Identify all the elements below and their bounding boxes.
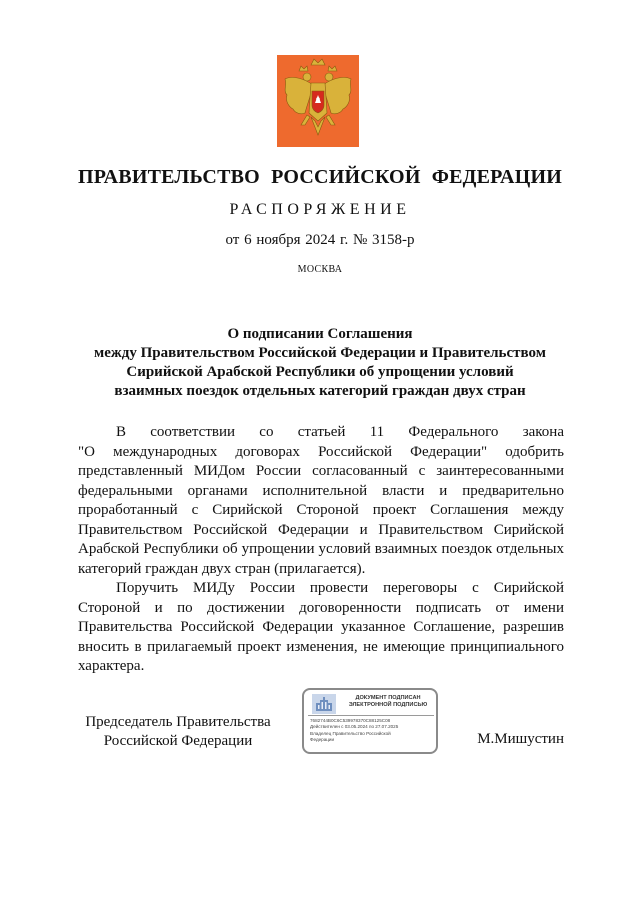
stamp-header-line: ЭЛЕКТРОННОЙ ПОДПИСЬЮ [348, 702, 428, 708]
document-heading [60, 325, 580, 401]
document-type: РАСПОРЯЖЕНИЕ [229, 201, 411, 218]
paragraph-1-line: Арабской Республики об упрощении условий взаимных поездок отдельных [78, 541, 564, 557]
paragraph-1-line: проработанный с Сирийской Стороной проект Соглашения между [78, 502, 564, 518]
signer-position-line: Российской Федерации [103, 733, 253, 749]
signer-position [78, 713, 278, 751]
stamp-details [310, 718, 436, 744]
coat-of-arms-icon [277, 55, 359, 147]
paragraph-2-line: Поручить МИДу России провести переговоры с Сирийской [116, 580, 564, 596]
paragraph-1-line: Правительством Российской Федерации и Правительством Сирийской [78, 521, 564, 538]
government-title: ПРАВИТЕЛЬСТВО РОССИЙСКОЙ ФЕДЕРАЦИИ [78, 166, 562, 188]
heading-line: взаимных поездок отдельных категорий граждан двух стран [114, 383, 526, 399]
paragraph-2-line: Правительства Российской Федерации указанное Соглашение, разрешив [78, 619, 564, 635]
stamp-owner-line: Федерации [310, 737, 335, 743]
paragraph-1-line: "О международных договорах Российской Федерации" одобрить [78, 443, 564, 460]
electronic-signature-stamp [302, 688, 438, 754]
paragraph-1-line: представленный МИДом России согласованный с заинтересованными [78, 463, 564, 479]
paragraph-1-line: категорий граждан двух стран (прилагается). [78, 560, 366, 577]
signer-name: М.Мишустин [477, 731, 564, 747]
stamp-owner-line: Владелец Правительство Российской [310, 730, 391, 736]
paragraph-2-line: вносить в прилагаемый проект изменения, не имеющие принципиального [78, 638, 564, 655]
stamp-certificate: 7682744B0C6C539978370C88125C08 [310, 718, 391, 723]
paragraph-2-line: Стороной и по достижении договоренности подписать от имени [78, 599, 564, 616]
stamp-validity: Действителен с 03.05.2024 по 27.07.2025 [310, 724, 399, 730]
document-date-number: от 6 ноября 2024 г. № 3158-р [225, 232, 415, 248]
stamp-header [340, 695, 436, 709]
paragraph-1-line: В соответствии со статьей 11 Федерального закона [116, 424, 564, 440]
heading-line: Сирийской Арабской Республики об упрощении условий [126, 364, 514, 380]
stamp-header-line: ДОКУМЕНТ ПОДПИСАН [355, 695, 421, 701]
stamp-divider [308, 715, 434, 716]
heading-line: между Правительством Российской Федерации и Правительством [94, 345, 546, 361]
signer-position-line: Председатель Правительства [85, 714, 271, 730]
heading-line: О подписании Соглашения [227, 326, 413, 342]
building-icon [312, 694, 336, 714]
document-city: МОСКВА [297, 264, 343, 275]
paragraph-2-line: характера. [78, 658, 145, 674]
paragraph-1-line: федеральными органами исполнительной власти и предварительно [78, 482, 564, 499]
document-body [78, 423, 564, 677]
